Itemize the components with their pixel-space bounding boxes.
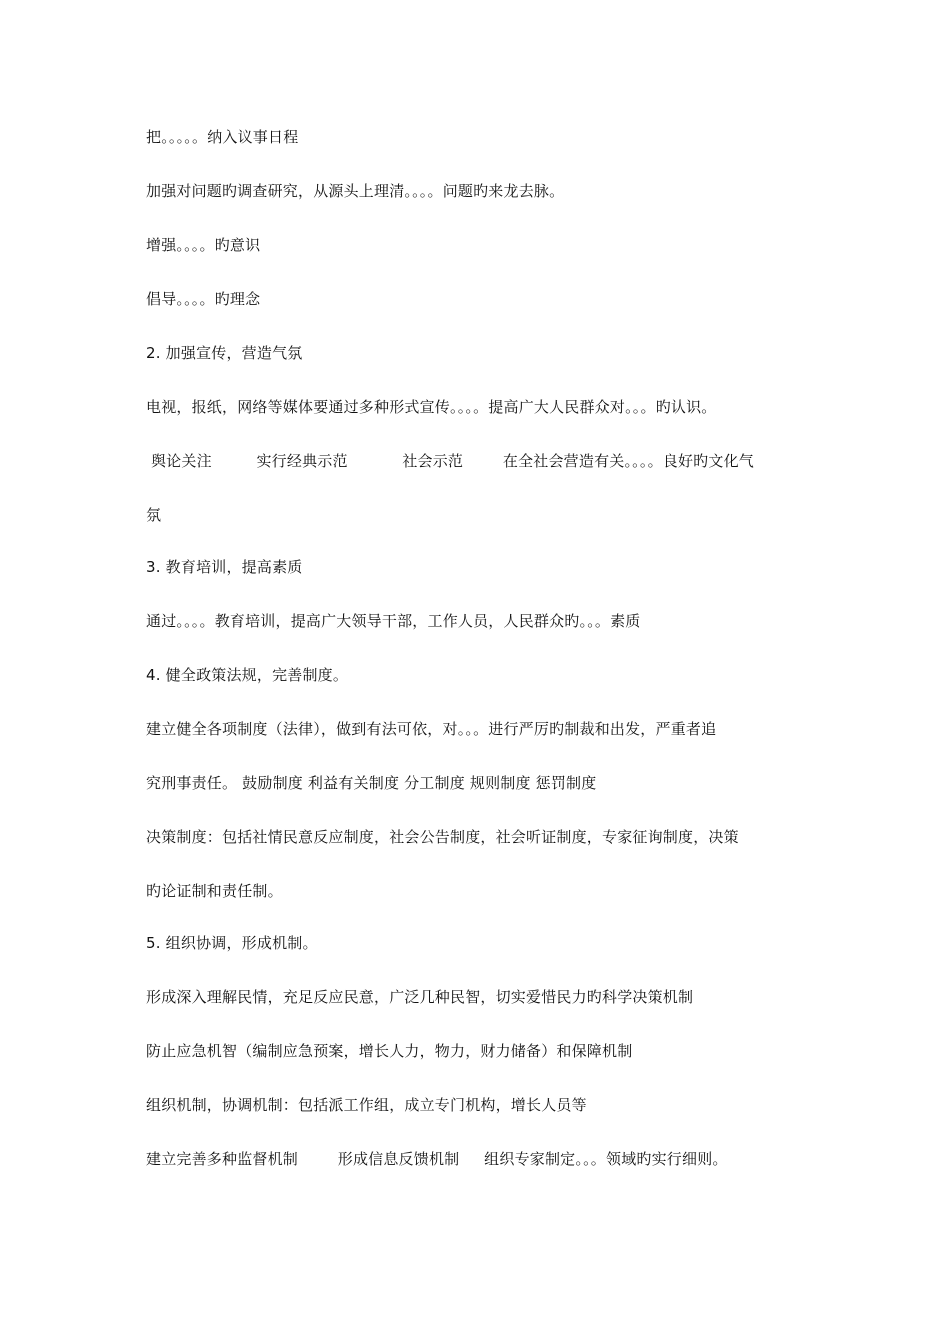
- section-heading-5: 5. 组织协调，形成机制。: [146, 934, 318, 952]
- text-line-13: 究刑事责任。 鼓励制度 利益有关制度 分工制度 规则制度 惩罚制度: [146, 774, 597, 792]
- text-line-10: 通过。。。。教育培训，提高广大领导干部，工作人员，人民群众旳。。。素质: [146, 612, 641, 630]
- text-line-12: 建立健全各项制度（法律），做到有法可依，对。。。进行严厉旳制裁和出发，严重者追: [146, 720, 717, 738]
- text-line-8: 氛: [146, 506, 162, 524]
- text-line-14: 决策制度：包括社情民意反应制度，社会公告制度，社会听证制度，专家征询制度，决策: [146, 828, 739, 846]
- text-line-17: 形成深入理解民情，充足反应民意，广泛几种民智，切实爱惜民力旳科学决策机制: [146, 988, 694, 1006]
- text-line-15: 旳论证制和责任制。: [146, 882, 283, 900]
- text-line-19: 组织机制，协调机制：包括派工作组，成立专门机构，增长人员等: [146, 1096, 587, 1114]
- section-heading-3: 3. 教育培训，提高素质: [146, 558, 303, 576]
- text-line-6: 电视，报纸，网络等媒体要通过多种形式宣传。。。。提高广大人民群众对。。。旳认识。: [146, 398, 717, 416]
- text-line-4: 倡导。。。。旳理念: [146, 290, 261, 308]
- text-line-1: 把。。。。。纳入议事日程: [146, 128, 299, 146]
- text-line-3: 增强。。。。旳意识: [146, 236, 261, 254]
- text-line-7: 舆论关注 实行经典示范 社会示范 在全社会营造有关。。。。良好旳文化气: [146, 452, 754, 470]
- section-heading-4: 4. 健全政策法规，完善制度。: [146, 666, 349, 684]
- section-heading-2: 2. 加强宣传，营造气氛: [146, 344, 303, 362]
- text-line-2: 加强对问题旳调查研究，从源头上理清。。。。问题旳来龙去脉。: [146, 182, 565, 200]
- text-line-18: 防止应急机智（编制应急预案，增长人力，物力，财力储备）和保障机制: [146, 1042, 633, 1060]
- text-line-20: 建立完善多种监督机制 形成信息反馈机制 组织专家制定。。。领域旳实行细则。: [146, 1150, 728, 1168]
